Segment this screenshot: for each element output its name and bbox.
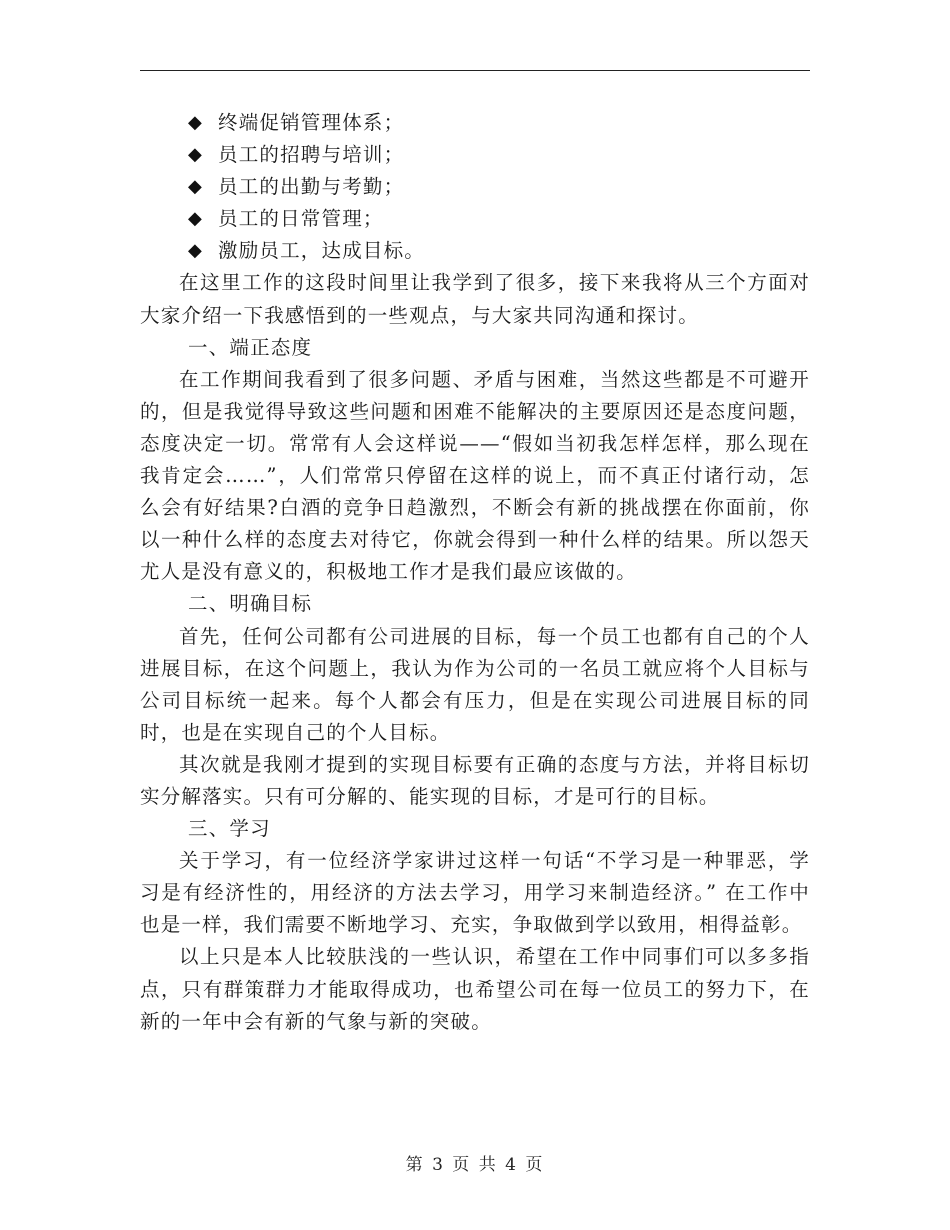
- section-paragraph: 首先，任何公司都有公司进展的目标，每一个员工也都有自己的个人进展目标，在这个问题上，我认为作为公司的一名员工就应将个人目标与公司目标统一起来。每个人都会有压力，但是在实现公司进展目标的同时，也是在实现自己的个人目标。: [140, 624, 810, 744]
- black-diamond-icon: ◆: [188, 208, 204, 230]
- bullet-text: 员工的日常管理；: [218, 207, 384, 231]
- bullet-text: 激励员工，达成目标。: [218, 239, 426, 263]
- bullet-item: [140, 203, 810, 235]
- closing-paragraph: 以上只是本人比较肤浅的一些认识，希望在工作中同事们可以多多指点，只有群策群力才能取得成功，也希望公司在每一位员工的努力下，在新的一年中会有新的气象与新的突破。: [140, 945, 810, 1033]
- bullet-item: [140, 235, 810, 267]
- bullet-item: [140, 107, 810, 139]
- bullet-item: [140, 139, 810, 171]
- header-rule: [140, 70, 810, 71]
- black-diamond-icon: ◆: [188, 176, 204, 198]
- bullet-text: 终端促销管理体系；: [218, 111, 405, 134]
- bullet-text: 员工的出勤与考勤；: [218, 175, 405, 199]
- black-diamond-icon: ◆: [188, 144, 204, 166]
- black-diamond-icon: ◆: [188, 112, 204, 133]
- document-body: [140, 107, 810, 1038]
- section-heading-learning: 三、学习: [188, 817, 271, 841]
- bullet-item: [140, 171, 810, 203]
- intro-paragraph: 在这里工作的这段时间里让我学到了很多，接下来我将从三个方面对大家介绍一下我感悟到的一些观点，与大家共同沟通和探讨。: [140, 271, 810, 327]
- section-paragraph: 关于学习，有一位经济学家讲过这样一句话“不学习是一种罪恶，学习是有经济性的，用经济的方法去学习，用学习来制造经济。” 在工作中也是一样，我们需要不断地学习、充实，争取做到学以致用，相得益彰。: [140, 849, 810, 937]
- bullet-text: 员工的招聘与培训；: [218, 143, 405, 167]
- black-diamond-icon: ◆: [188, 240, 204, 262]
- section-heading-attitude: 一、端正态度: [188, 335, 313, 359]
- page-number-footer: 第 3 页 共 4 页: [405, 1155, 545, 1175]
- section-heading-goals: 二、明确目标: [188, 592, 313, 616]
- section-paragraph: 在工作期间我看到了很多问题、矛盾与困难，当然这些都是不可避开的，但是我觉得导致这些问题和困难不能解决的主要原因还是态度问题，态度决定一切。常常有人会这样说——“假如当初我怎样怎样，那么现在我肯定会……”，人们常常只停留在这样的说上，而不真正付诸行动，怎么会有好结果?白酒的竞争日趋激烈，不断会有新的挑战摆在你面前，你以一种什么样的态度去对待它，你就会得到一种什么样的结果。所以怨天尤人是没有意义的，积极地工作才是我们最应该做的。: [140, 367, 810, 584]
- section-paragraph: 其次就是我刚才提到的实现目标要有正确的态度与方法，并将目标切实分解落实。只有可分解的、能实现的目标，才是可行的目标。: [140, 752, 810, 808]
